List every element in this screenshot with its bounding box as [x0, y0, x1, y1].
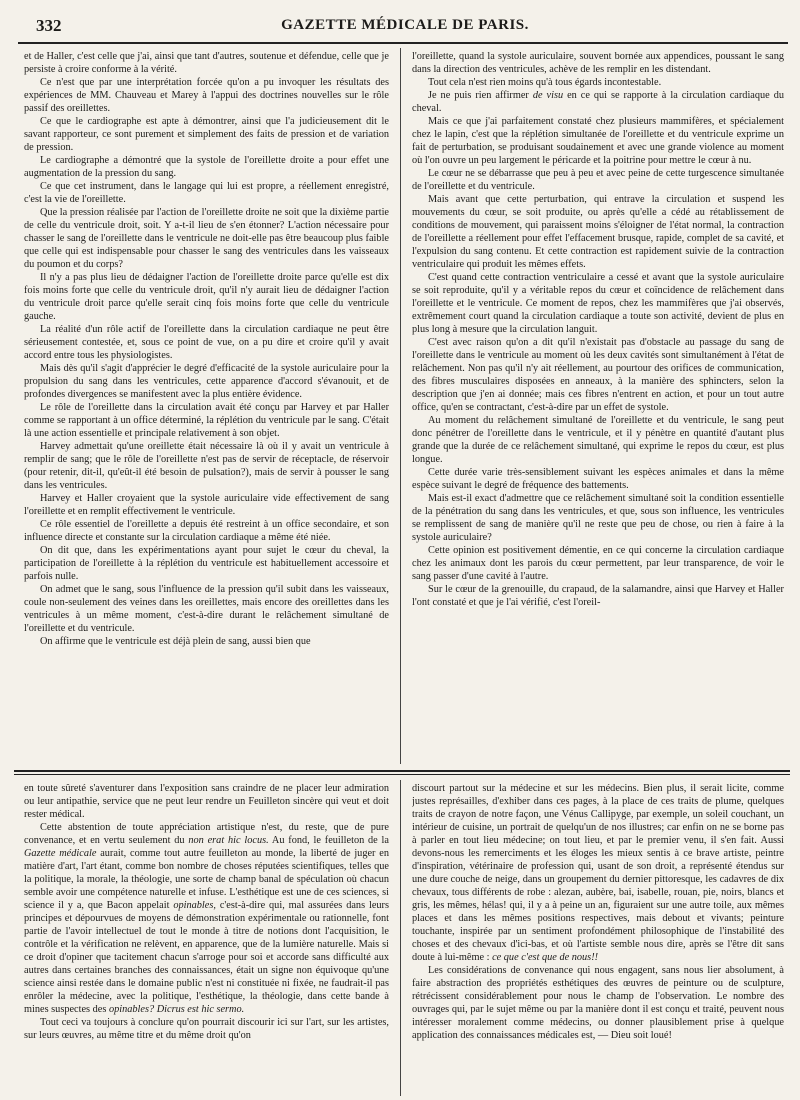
- italic-text: de visu: [532, 90, 564, 101]
- text-run: Je ne puis rien affirmer: [428, 90, 533, 101]
- text-run: c'est-à-dire qui, mal assurées dans leurs principes et dépourvues de moyens de démonstration expérimentale ou rationnelle, font partie de l'avoir intellectuel de tout le monde à titre de notions dont l'acquisition, le contrôle et la vérification ne relèvent, en apparence, que de la lumière naturelle. Mais si ce droit d'opiner que tacitement chacun s'arroge pour soi et accorde sans difficulté aux autres dans certaines branches des connaissances, était un signe non équivoque qu'une science ainsi restée dans le domaine public n'est ni constituée ni fixée, ne faudrait-il pas enrôler la médecine, avec la politique, l'esthétique, la théologie, dans cette bande à mines suspectes des: [24, 900, 389, 1015]
- paragraph: Ce que le cardiographe est apte à démontrer, ainsi que l'a judicieusement dit le savant rapporteur, ce sont purement et simplement des faits de pression et de variation de pression.: [24, 116, 389, 153]
- paragraph: Tout cela n'est rien moins qu'à tous égards incontestable.: [428, 77, 662, 88]
- feuilleton-rule-thin: [14, 774, 790, 775]
- italic-text: opinables? Dicrus est hic sermo.: [108, 1004, 245, 1015]
- paragraph: La réalité d'un rôle actif de l'oreillette dans la circulation cardiaque ne peut être sérieusement contestée, et, sous ce point de vue, on a pu dire et croire qu'il y avait accord entre tous les physiologistes.: [24, 324, 389, 361]
- column-divider: [400, 780, 401, 1096]
- text-run: Cette abstention de toute appréciation artistique n'est, du reste, que de pure convenance, et en vertu seulement du: [24, 822, 389, 846]
- italic-text: opinables,: [173, 900, 216, 911]
- feuilleton-column-left: [24, 782, 389, 1094]
- paragraph: l'oreillette, quand la systole auriculaire, souvent bornée aux appendices, poussant le sang dans la direction des ventricules, achève de les remplir en les distendant.: [412, 51, 784, 75]
- paragraph: Harvey et Haller croyaient que la systole auriculaire vide effectivement de sang l'oreillette et en remplit effectivement le ventricule.: [24, 493, 389, 517]
- paragraph: On affirme que le ventricule est déjà plein de sang, aussi bien que: [40, 636, 311, 647]
- paragraph: Ce que cet instrument, dans le langage qui lui est propre, a réellement enregistré, c'est la vie de l'oreillette.: [24, 181, 389, 205]
- paragraph: Harvey admettait qu'une oreillette était nécessaire là où il y avait un ventricule à remplir de sang; que le rôle de l'oreillette n'est pas de servir de réceptacle, de réservoir (pour retenir, dit-il, qu'eût-il été besoin de pulsation?), mais de servir à pousser le sang dans les ventricules.: [24, 441, 389, 491]
- feuilleton-column-right: [412, 782, 784, 1094]
- paragraph: Ce rôle essentiel de l'oreillette a depuis été restreint à un office secondaire, et son influence directe et constante sur la circulation cardiaque a même été niée.: [24, 519, 389, 543]
- column-divider: [400, 48, 401, 764]
- paragraph: Mais avant que cette perturbation, qui entrave la circulation et suspend les mouvements du cœur, se soit produite, ou après qu'elle a cédé au rétablissement de conditions de mouvement, qui paraissent moins s'éloigner de l'état normal, la contraction de l'oreillette a réellement pour effet l'effacement brusque, rapide, complet de sa cavité, et l'expulsion du sang contenu. Et cette contraction est rapidement suivie de la contraction ventriculaire qui produit les mêmes effets.: [412, 194, 784, 270]
- italic-text: Gazette médicale: [24, 848, 97, 859]
- text-run: en ce qui se rapporte à la circulation cardiaque du cheval.: [412, 90, 784, 114]
- paragraph: Il n'y a pas plus lieu de dédaigner l'action de l'oreillette droite parce qu'elle est dix fois moins forte que celle du ventricule droit, qu'il n'y aurait lieu de dédaigner l'action du ventricule droit parce qu'elle serait cinq fois moins forte que celle du ventricule gauche.: [24, 272, 389, 322]
- header-rule: [18, 42, 788, 44]
- paragraph: Cette durée varie très-sensiblement suivant les espèces animales et dans la même espèce suivant le degré de fréquence des battements.: [412, 467, 784, 491]
- paragraph: et de Haller, c'est celle que j'ai, ainsi que tant d'autres, soutenue et défendue, celle que je persiste à croire conforme à la vérité.: [24, 51, 389, 75]
- paragraph: Mais dès qu'il s'agit d'apprécier le degré d'efficacité de la systole auriculaire pour la propulsion du sang dans les ventricules, cette apparence d'accord s'évanouit, et de profondes divergences se manifestent avec la plus entière évidence.: [24, 363, 389, 400]
- text-run: aurait, comme tout autre feuilleton au monde, la liberté de juger en matière d'art, l'art étant, comme bon nombre de choses réputées scientifiques, telles que la politique, la morale, la théologie, une sorte de champ banal de spéculation où chacun semble avoir une compétence naturelle et infuse. L'esthétique est une de ces sciences, si science il y a, que Bacon appelait: [24, 848, 389, 911]
- paragraph: C'est quand cette contraction ventriculaire a cessé et avant que la systole auriculaire se soit reproduite, qu'il y a véritable repos du cœur et coïncidence de relâchement dans l'oreillette et le ventricule. Ce moment de repos, chez les mammifères que j'ai observés, extrêmement court quand la circulation cardiaque a toute son activité, devient de plus en plus long à mesure que la circulation languit.: [412, 272, 784, 335]
- paragraph: Que la pression réalisée par l'action de l'oreillette droite ne soit que la dixième partie de celle du ventricule droit, soit. Y a-t-il lieu de s'en étonner? L'action nécessaire pour chasser le sang de l'oreillette dans le ventricule ne doit-elle pas être beaucoup plus faible que celle qui est indispensable pour chasser le sang des ventricules dans les vaisseaux du poumon et du corps?: [24, 207, 389, 270]
- italic-text: ce que c'est que de nous!!: [492, 952, 599, 963]
- paragraph: Le rôle de l'oreillette dans la circulation avait été conçu par Harvey et par Haller comme se rapportant à un office déterminé, la réplétion du ventricule par le sang. C'était là une action essentielle et principale relativement à son objet.: [24, 402, 389, 439]
- paragraph: Cette opinion est positivement démentie, en ce qui concerne la circulation cardiaque chez les animaux dont les parois du cœur permettent, par leur transparence, de voir le sang passer d'une cavité à l'autre.: [412, 545, 784, 582]
- italic-text: non erat hic locus.: [188, 835, 269, 846]
- paragraph: On dit que, dans les expérimentations ayant pour sujet le cœur du cheval, la participation de l'oreillette à la réplétion du ventricule est habituellement accessoire et parfois nulle.: [24, 545, 389, 582]
- paragraph: Le cardiographe a démontré que la systole de l'oreillette droite a pour effet une augmentation de la pression du sang.: [24, 155, 389, 179]
- paragraph: On admet que le sang, sous l'influence de la pression qu'il subit dans les vaisseaux, coule non-seulement des veines dans les oreillettes, mais encore des oreillettes dans les ventricules à un même moment, c'est-à-dire durant le relâchement simultané de l'oreillette et du ventricule.: [24, 584, 389, 634]
- paragraph: [412, 782, 784, 964]
- paragraph: Au moment du relâchement simultané de l'oreillette et du ventricule, le sang peut donc pénétrer de l'oreillette dans le ventricule, et il y pénètre en quantité d'autant plus grande que la durée de ce relâchement simultané, qui exprime le repos du cœur, est plus longue.: [412, 415, 784, 465]
- page-number: 332: [36, 16, 62, 35]
- paragraph: Ce n'est que par une interprétation forcée qu'on a pu invoquer les résultats des expériences de MM. Chauveau et Marey à l'appui des doctrines nouvelles sur le rôle passif des oreillettes.: [24, 77, 389, 114]
- article-column-right: [412, 50, 784, 762]
- journal-title: GAZETTE MÉDICALE DE PARIS.: [281, 17, 529, 33]
- paragraph: Les considérations de convenance qui nous engagent, sans nous lier absolument, à faire abstraction des propriétés esthétiques des œuvres de peinture ou de sculpture, rétrécissent considérablement pour nous le champ de l'observation. Le nombre des ouvrages qui, par le sujet même ou par la manière dont il est conçu et traité, peuvent nous intéresser moralement comme médecins, ou donner plausiblement prise à quelque application des connaissances médicales est, — Dieu soit loué!: [412, 965, 784, 1041]
- paragraph: Tout ceci va toujours à conclure qu'on pourrait discourir ici sur l'art, sur les artistes, sur leurs œuvres, au même titre et du même droit qu'on: [24, 1017, 389, 1041]
- article-column-left: [24, 50, 389, 762]
- paragraph: Sur le cœur de la grenouille, du crapaud, de la salamandre, ainsi que Harvey et Haller l'ont constaté et que je l'ai vérifié, c'est l'oreil-: [412, 584, 784, 608]
- feuilleton-rule: [14, 770, 790, 772]
- text-run: discourt partout sur la médecine et sur les médecins. Bien plus, il serait licite, comme justes représailles, d'exhiber dans ces pages, à la place de ces traits de plume, quelques traits de crayon de notre façon, une Vénus Callipyge, par exemple, un soleil couchant, un intérieur de cuisine, un portrait de quelqu'un de nos illustres; car enfin on ne se borne pas à parler en tout lieu médecine; on tout lieu, et par le premier venu, il s'en fait. Aussi devons-nous les remerciments et les éloges les mieux sentis à ce brave artiste, peintre d'inspiration, vétérinaire de profession qui, usant de son droit, a représenté étendus sur une dure couche de neige, dans un groupement du dernier pittoresque, les cadavres de dix chevaux, tous différents de robe : alezan, aubère, bai, isabelle, rouan, pie, noirs, blancs et gris, les mêmes, hélas! qui, il y a à peine un an, figuraient sur une autre toile, aux mêmes places et dans les mêmes positions respectives, mais debout et vivants; peinture touchante, inspirée par un sentiment profondément philosophique de l'instabilité des choses et des chevaux d'ici-bas, et où l'artiste semble nous dire, après se l'être dit sans doute à lui-même :: [412, 783, 784, 963]
- paragraph: en toute sûreté s'aventurer dans l'exposition sans craindre de ne placer leur admiration ou leur antipathie, service que ne peut leur rendre un Feuilleton sincère qui veut et doit rester médical.: [24, 783, 389, 820]
- paragraph: [412, 89, 784, 115]
- page-header: [22, 16, 788, 38]
- paragraph: Mais ce que j'ai parfaitement constaté chez plusieurs mammifères, et spécialement chez le lapin, c'est que la réplétion simultanée de l'oreillette et du ventricule exprime un fait de perturbation, se produisant soudainement et avec une grande violence au moment où l'on ouvre un peu largement le péricarde et la poitrine pour mettre le cœur à nu.: [412, 116, 784, 166]
- paragraph: C'est avec raison qu'on a dit qu'il n'existait pas d'obstacle au passage du sang de l'oreillette dans le ventricule au moment où les deux cavités sont simultanément à l'état de relâchement. Non pas qu'il n'y ait réellement, au pourtour des orifices de communication, des fibres musculaires disposées en anneaux, à la manière des sphincters, selon la description que j'en ai donnée; mais ces fibres n'entrent en action, et pour un tout autre office, qu'en se contractant, c'est-à-dire par un effet de systole.: [412, 337, 784, 413]
- paragraph: Le cœur ne se débarrasse que peu à peu et avec peine de cette turgescence simultanée de l'oreillette et du ventricule.: [412, 168, 784, 192]
- paragraph: [24, 821, 389, 1016]
- paragraph: Mais est-il exact d'admettre que ce relâchement simultané soit la condition essentielle de la pénétration du sang dans les ventricules, et que, sous son influence, les ventricules se remplissent de sang de manière qu'il ne reste que peu de chose, ou rien à faire à la systole auriculaire?: [412, 493, 784, 543]
- text-run: Au fond, le feuilleton de la: [268, 835, 389, 846]
